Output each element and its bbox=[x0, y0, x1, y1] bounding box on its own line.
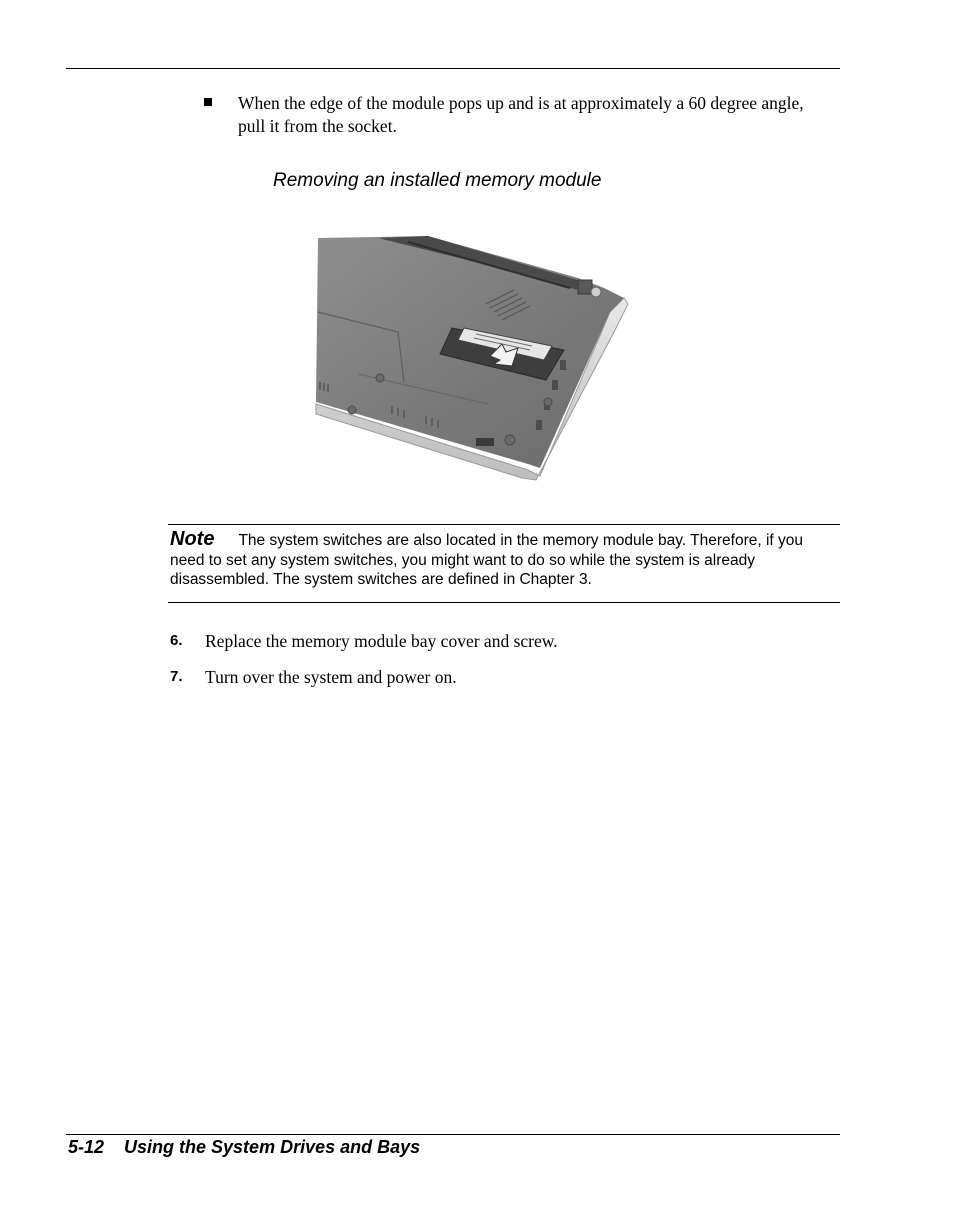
footer-title: Using the System Drives and Bays bbox=[124, 1137, 421, 1157]
note-text: The system switches are also located in the memory module bay. Therefore, if you need to set any system switches, you might want to do so while the system is already disassembled. The system switches are defined in Chapter 3. bbox=[170, 532, 804, 588]
step-text: Turn over the system and power on. bbox=[205, 667, 457, 687]
note-box bbox=[170, 530, 840, 590]
note-rule-bottom bbox=[168, 602, 840, 603]
page-footer bbox=[68, 1137, 420, 1158]
footer-page-number: 5-12 bbox=[68, 1137, 105, 1157]
step-text: Replace the memory module bay cover and screw. bbox=[205, 631, 558, 651]
figure-caption: Removing an installed memory module bbox=[273, 170, 602, 191]
step-number: 6. bbox=[170, 632, 183, 649]
bullet-text: When the edge of the module pops up and is at approximately a 60 degree angle, pull it from the socket. bbox=[238, 93, 804, 136]
note-label: Note bbox=[170, 528, 215, 550]
footer-rule bbox=[66, 1134, 840, 1135]
bullet-square-icon bbox=[204, 98, 212, 106]
header-rule bbox=[66, 68, 840, 69]
step-number: 7. bbox=[170, 668, 183, 685]
memory-module-illustration bbox=[308, 232, 632, 484]
note-rule-top bbox=[168, 524, 840, 525]
